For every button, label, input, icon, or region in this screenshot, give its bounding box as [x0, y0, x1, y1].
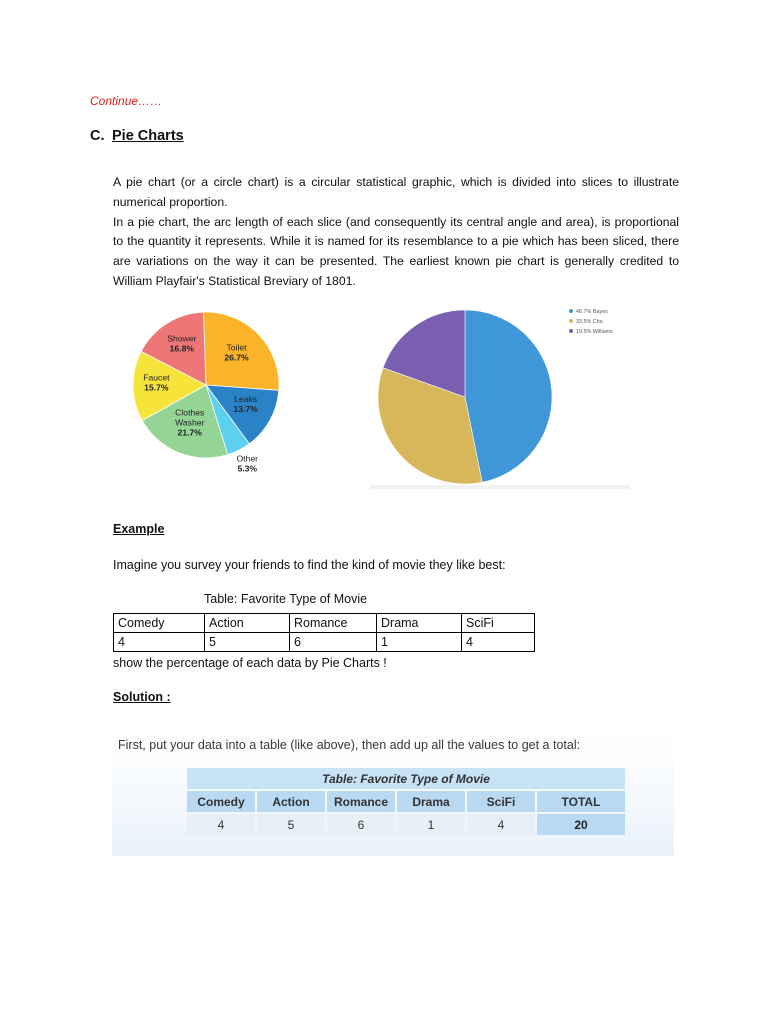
pie-label-other: Other 5.3% — [236, 453, 258, 474]
solution-table-header-row — [187, 791, 625, 812]
table-header-cell: Romance — [290, 614, 377, 633]
table-total-cell: 20 — [537, 814, 625, 835]
section-title: Pie Charts — [112, 128, 184, 144]
legend-label-bayes: 46.7% Bayes — [576, 309, 608, 315]
pie-slice-bayes — [465, 310, 552, 482]
solution-table-caption-row — [187, 768, 625, 789]
solution-table — [185, 766, 627, 837]
table-header-cell: Comedy — [114, 614, 205, 633]
intro-paragraph-1: A pie chart (or a circle chart) is a circular statistical graphic, which is divided into slices to illustrate numerical proportion. — [113, 175, 679, 209]
pie-label-toilet: Toilet 26.7% — [224, 342, 249, 363]
survey-text: Imagine you survey your friends to find the kind of movie they like best: — [113, 558, 506, 572]
table-value-cell: 1 — [397, 814, 465, 835]
intro-paragraphs — [113, 173, 679, 292]
section-heading — [90, 128, 184, 144]
movie-table-value-row — [114, 633, 535, 652]
table-value-cell: 1 — [377, 633, 462, 652]
solution-table-caption: Table: Favorite Type of Movie — [187, 768, 625, 789]
legend-marker-chu — [569, 319, 573, 323]
continue-label: Continue…… — [90, 94, 163, 108]
table-header-cell: Drama — [397, 791, 465, 812]
pie-label-shower: Shower 16.8% — [167, 333, 197, 354]
table-header-cell: Action — [205, 614, 290, 633]
table-value-cell: 4 — [187, 814, 255, 835]
water-usage-pie-chart — [128, 306, 288, 478]
table-value-cell: 5 — [205, 633, 290, 652]
table-value-cell: 4 — [114, 633, 205, 652]
pie-label-faucet: Faucet 15.7% — [143, 372, 170, 393]
table-header-cell: TOTAL — [537, 791, 625, 812]
movie-table-caption: Table: Favorite Type of Movie — [204, 592, 368, 606]
legend-marker-bayes — [569, 309, 573, 313]
table-header-cell: SciFi — [462, 614, 535, 633]
legend-label-williams: 19.5% Williams — [576, 329, 613, 335]
solution-intro-text: First, put your data into a table (like above), then add up all the values to get a total: — [118, 738, 581, 752]
table-header-cell: SciFi — [467, 791, 535, 812]
example-heading: Example — [113, 522, 165, 536]
movie-table — [113, 613, 535, 652]
table-value-cell: 6 — [290, 633, 377, 652]
table-header-cell: Drama — [377, 614, 462, 633]
table-value-cell: 4 — [467, 814, 535, 835]
pie-label-clothes-washer: Clothes Washer 21.7% — [175, 407, 205, 438]
legend-marker-williams — [569, 329, 573, 333]
pie-label-leaks: Leaks 13.7% — [233, 393, 258, 414]
instruction-text: show the percentage of each data by Pie Charts ! — [113, 656, 387, 670]
legend-label-chu: 33.5% Chu — [576, 319, 603, 325]
candidate-share-pie-chart — [370, 302, 670, 492]
solution-table-value-row — [187, 814, 625, 835]
movie-table-header-row — [114, 614, 535, 633]
table-header-cell: Comedy — [187, 791, 255, 812]
intro-paragraph-2: In a pie chart, the arc length of each slice (and consequently its central angle and area), is proportional to the quantity it represents. While it is named for its resemblance to a pie which has been sliced, there are variations on the way it can be presented. The earliest known pie chart is generally credited to William Playfair's Statistical Breviary of 1801. — [113, 214, 679, 288]
section-label: C. — [90, 128, 105, 144]
table-header-cell: Action — [257, 791, 325, 812]
solution-heading: Solution : — [113, 690, 171, 704]
table-value-cell: 4 — [462, 633, 535, 652]
table-value-cell: 5 — [257, 814, 325, 835]
table-value-cell: 6 — [327, 814, 395, 835]
table-header-cell: Romance — [327, 791, 395, 812]
